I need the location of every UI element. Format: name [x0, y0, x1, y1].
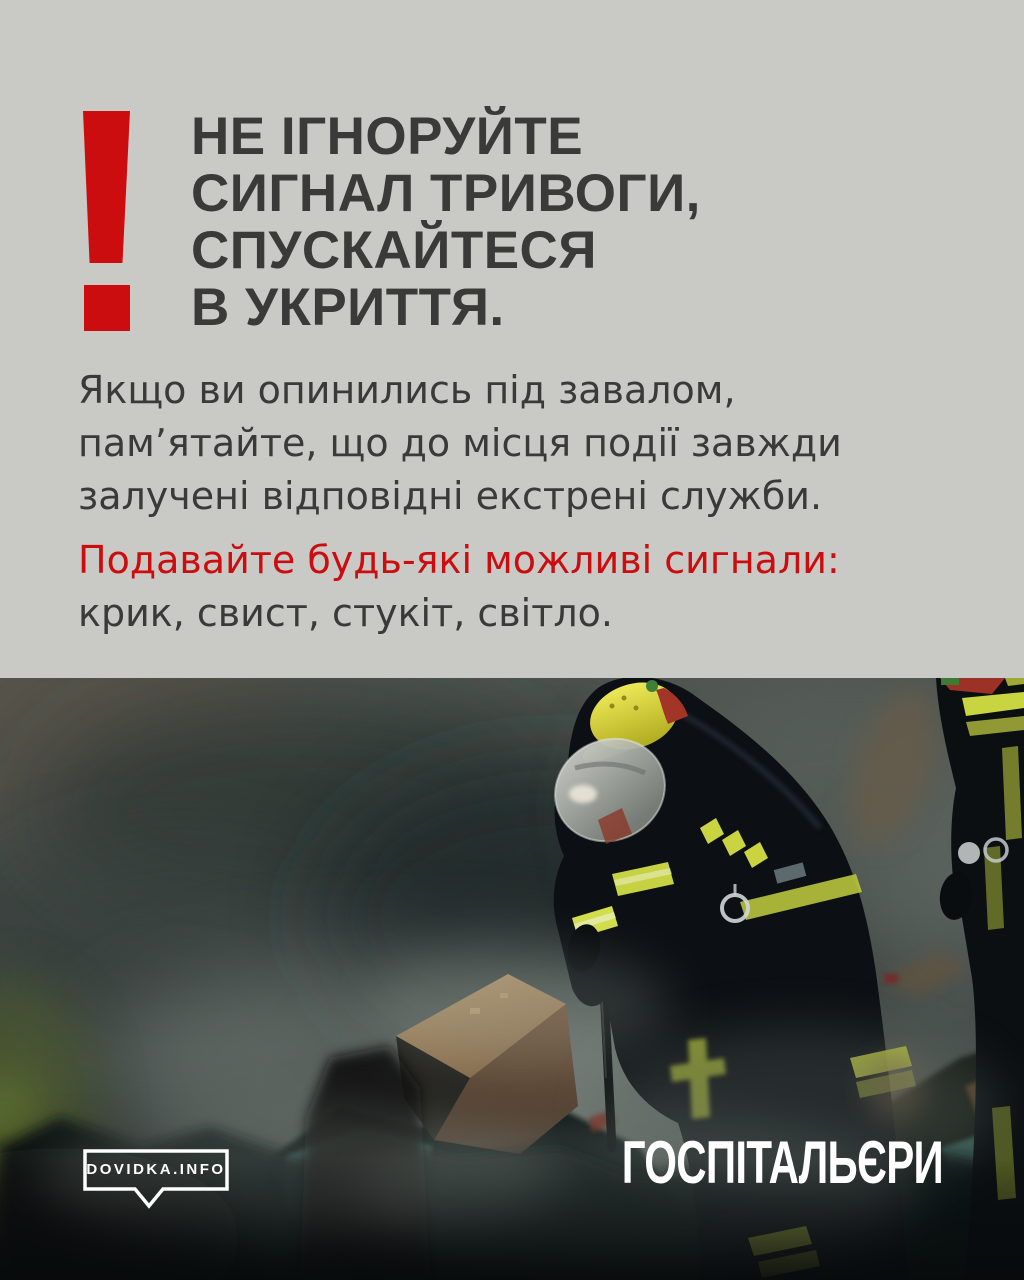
speech-bubble-outline-icon — [82, 1148, 230, 1210]
body-paragraph — [78, 364, 842, 523]
signals-highlight: Подавайте будь-які можливі сигнали: — [78, 538, 840, 582]
hospitallers-logo: ГОСПІТАЛЬЄРИ — [621, 1129, 943, 1196]
body-line-1: Якщо ви опинились під завалом, — [78, 368, 736, 412]
signals-paragraph — [78, 534, 840, 640]
heading-line-1: НЕ ІГНОРУЙТЕ — [191, 107, 584, 166]
exclamation-bar — [83, 111, 130, 263]
photo-firefighter-rubble — [0, 678, 1024, 1280]
heading-line-4: В УКРИТТЯ. — [191, 278, 505, 337]
body-line-2: пам’ятайте, що до місця події завжди — [78, 421, 842, 465]
heading-line-3: СПУСКАЙТЕСЯ — [191, 221, 597, 280]
exclamation-dot — [84, 285, 130, 331]
alert-heading — [191, 108, 701, 336]
heading-line-2: СИГНАЛ ТРИВОГИ, — [191, 164, 701, 223]
exclamation-icon — [83, 111, 130, 331]
dovidka-logo-text: DOVIDKA.INFO — [86, 1161, 226, 1178]
signals-list: крик, свист, стукіт, світло. — [78, 591, 613, 635]
body-line-3: залучені відповідні екстрені служби. — [78, 474, 823, 518]
dovidka-logo — [82, 1148, 230, 1210]
